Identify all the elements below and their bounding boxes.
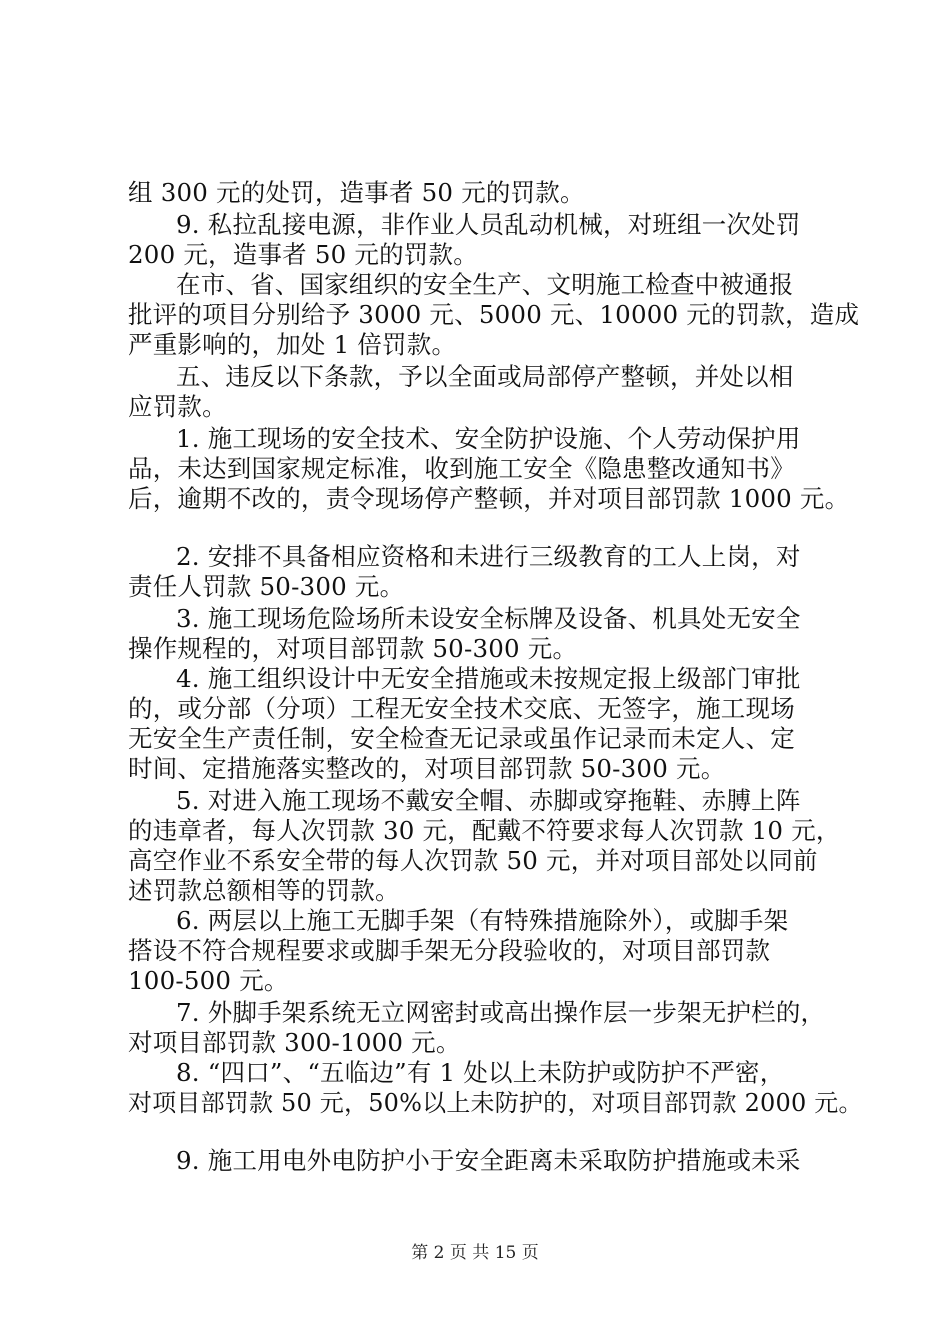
text-line: 后，逾期不改的，责令现场停产整顿，并对项目部罚款 1000 元。 bbox=[128, 484, 850, 513]
text-line: 的违章者，每人次罚款 30 元，配戴不符要求每人次罚款 10 元， bbox=[128, 816, 841, 845]
text-line: 3. 施工现场危险场所未设安全标牌及设备、机具处无安全 bbox=[176, 604, 801, 633]
text-line: 8. “四口”、“五临边”有 1 处以上未防护或防护不严密， bbox=[176, 1058, 785, 1087]
text-line: 7. 外脚手架系统无立网密封或高出操作层一步架无护栏的， bbox=[176, 998, 826, 1027]
text-line: 100-500 元。 bbox=[128, 966, 289, 995]
text-line: 无安全生产责任制，安全检查无记录或虽作记录而未定人、定 bbox=[128, 724, 795, 753]
text-line: 五、违反以下条款，予以全面或局部停产整顿，并处以相 bbox=[176, 362, 794, 391]
text-line: 责任人罚款 50-300 元。 bbox=[128, 572, 405, 601]
text-line: 4. 施工组织设计中无安全措施或未按规定报上级部门审批 bbox=[176, 664, 801, 693]
text-line: 品，未达到国家规定标准，收到施工安全《隐患整改通知书》 bbox=[128, 454, 795, 483]
text-line: 操作规程的，对项目部罚款 50-300 元。 bbox=[128, 634, 578, 663]
text-line: 时间、定措施落实整改的，对项目部罚款 50-300 元。 bbox=[128, 754, 726, 783]
text-line: 200 元，造事者 50 元的罚款。 bbox=[128, 240, 478, 269]
text-line: 对项目部罚款 300-1000 元。 bbox=[128, 1028, 461, 1057]
text-line: 高空作业不系安全带的每人次罚款 50 元，并对项目部处以同前 bbox=[128, 846, 818, 875]
text-line: 严重影响的，加处 1 倍罚款。 bbox=[128, 330, 457, 359]
text-line: 述罚款总额相等的罚款。 bbox=[128, 876, 400, 905]
text-line: 9. 施工用电外电防护小于安全距离未采取防护措施或未采 bbox=[176, 1146, 801, 1175]
text-line: 2. 安排不具备相应资格和未进行三级教育的工人上岗，对 bbox=[176, 542, 801, 571]
text-line: 应罚款。 bbox=[128, 392, 227, 421]
text-line: 搭设不符合规程要求或脚手架无分段验收的，对项目部罚款 bbox=[128, 936, 771, 965]
text-line: 1. 施工现场的安全技术、安全防护设施、个人劳动保护用 bbox=[176, 424, 801, 453]
text-line: 在市、省、国家组织的安全生产、文明施工检查中被通报 bbox=[176, 270, 794, 299]
page-footer: 第 2 页 共 15 页 bbox=[411, 1243, 539, 1263]
text-line: 批评的项目分别给予 3000 元、5000 元、10000 元的罚款，造成 bbox=[128, 300, 860, 329]
text-line: 5. 对进入施工现场不戴安全帽、赤脚或穿拖鞋、赤膊上阵 bbox=[176, 786, 801, 815]
text-line: 对项目部罚款 50 元，50%以上未防护的，对项目部罚款 2000 元。 bbox=[128, 1089, 863, 1117]
text-line: 组 300 元的处罚，造事者 50 元的罚款。 bbox=[128, 178, 585, 207]
text-line: 的，或分部（分项）工程无安全技术交底、无签字，施工现场 bbox=[128, 694, 795, 723]
text-line: 9. 私拉乱接电源，非作业人员乱动机械，对班组一次处罚 bbox=[176, 210, 801, 239]
text-line: 6. 两层以上施工无脚手架（有特殊措施除外），或脚手架 bbox=[176, 906, 789, 935]
